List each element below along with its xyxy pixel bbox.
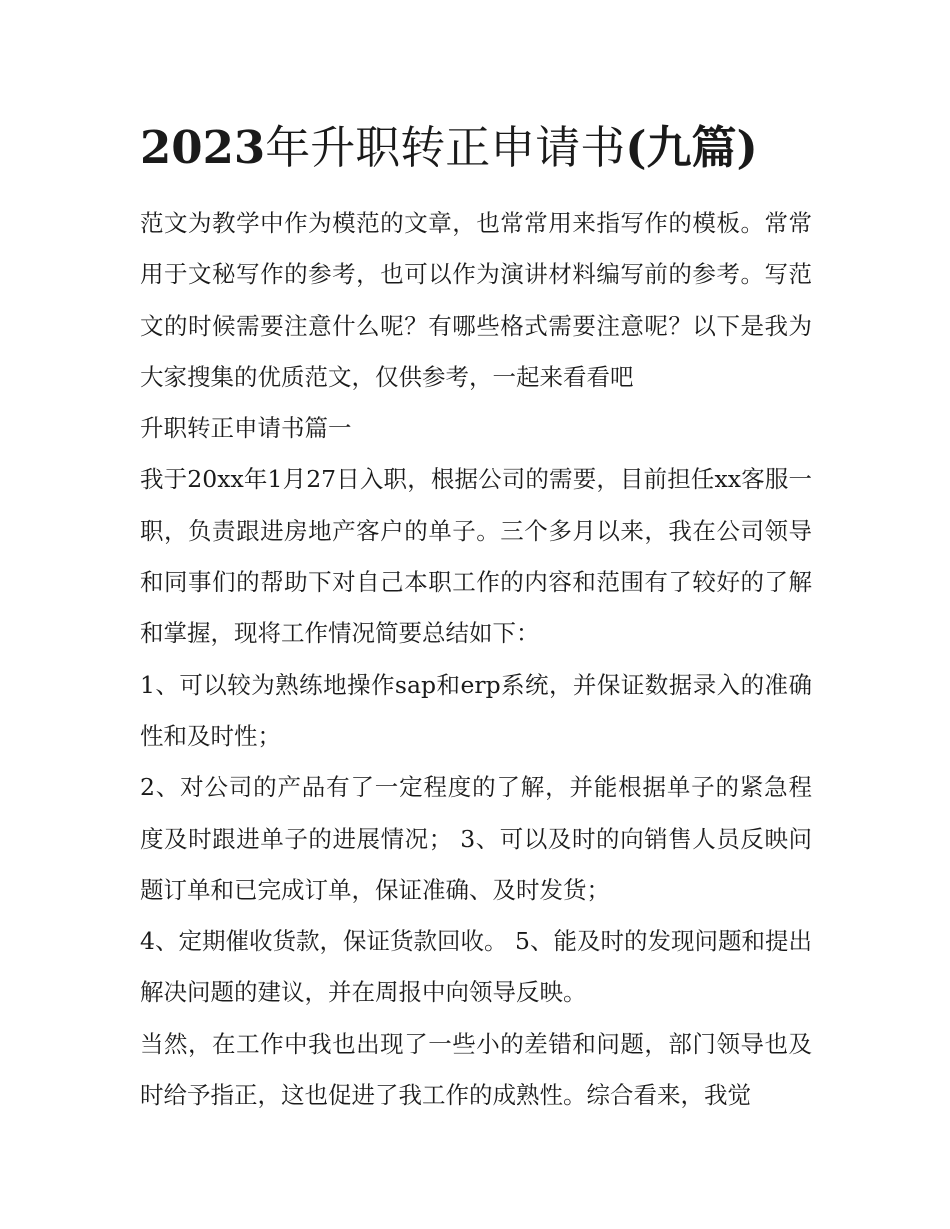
body-paragraph: 我于20xx年1月27日入职，根据公司的需要，目前担任xx客服一职，负责跟进房地产客户的单子。三个多月以来，我在公司领导和同事们的帮助下对自己本职工作的内容和范围有了较好的了解和掌握，现将工作情况简要总结如下： [140, 465, 812, 648]
list-item-4-5: 4、定期催收货款，保证货款回收。 5、能及时的发现问题和提出解决问题的建议，并在周报中向领导反映。 [140, 927, 812, 1007]
document-page [140, 112, 812, 1121]
document-title [140, 112, 812, 184]
list-item-2-3: 2、对公司的产品有了一定程度的了解，并能根据单子的紧急程度及时跟进单子的进展情况； 3、可以及时的向销售人员反映问题订单和已完成订单，保证准确、及时发货； [140, 773, 812, 904]
closing-paragraph: 当然，在工作中我也出现了一些小的差错和问题，部门领导也及时给予指正，这也促进了我工作的成熟性。综合看来，我觉 [140, 1029, 812, 1110]
intro-paragraph: 范文为教学中作为模范的文章，也常常用来指写作的模板。常常用于文秘写作的参考，也可以作为演讲材料编写前的参考。写范文的时候需要注意什么呢？有哪些格式需要注意呢？以下是我为大家搜集的优质范文，仅供参考，一起来看看吧 [140, 209, 812, 391]
section-heading: 升职转正申请书篇一 [140, 414, 352, 443]
list-item-1: 1、可以较为熟练地操作sap和erp系统，并保证数据录入的准确性和及时性； [140, 670, 812, 750]
title-suffix: (九篇) [625, 121, 758, 174]
title-year: 2023 [140, 121, 266, 174]
title-main: 年升职转正申请书 [265, 121, 626, 174]
